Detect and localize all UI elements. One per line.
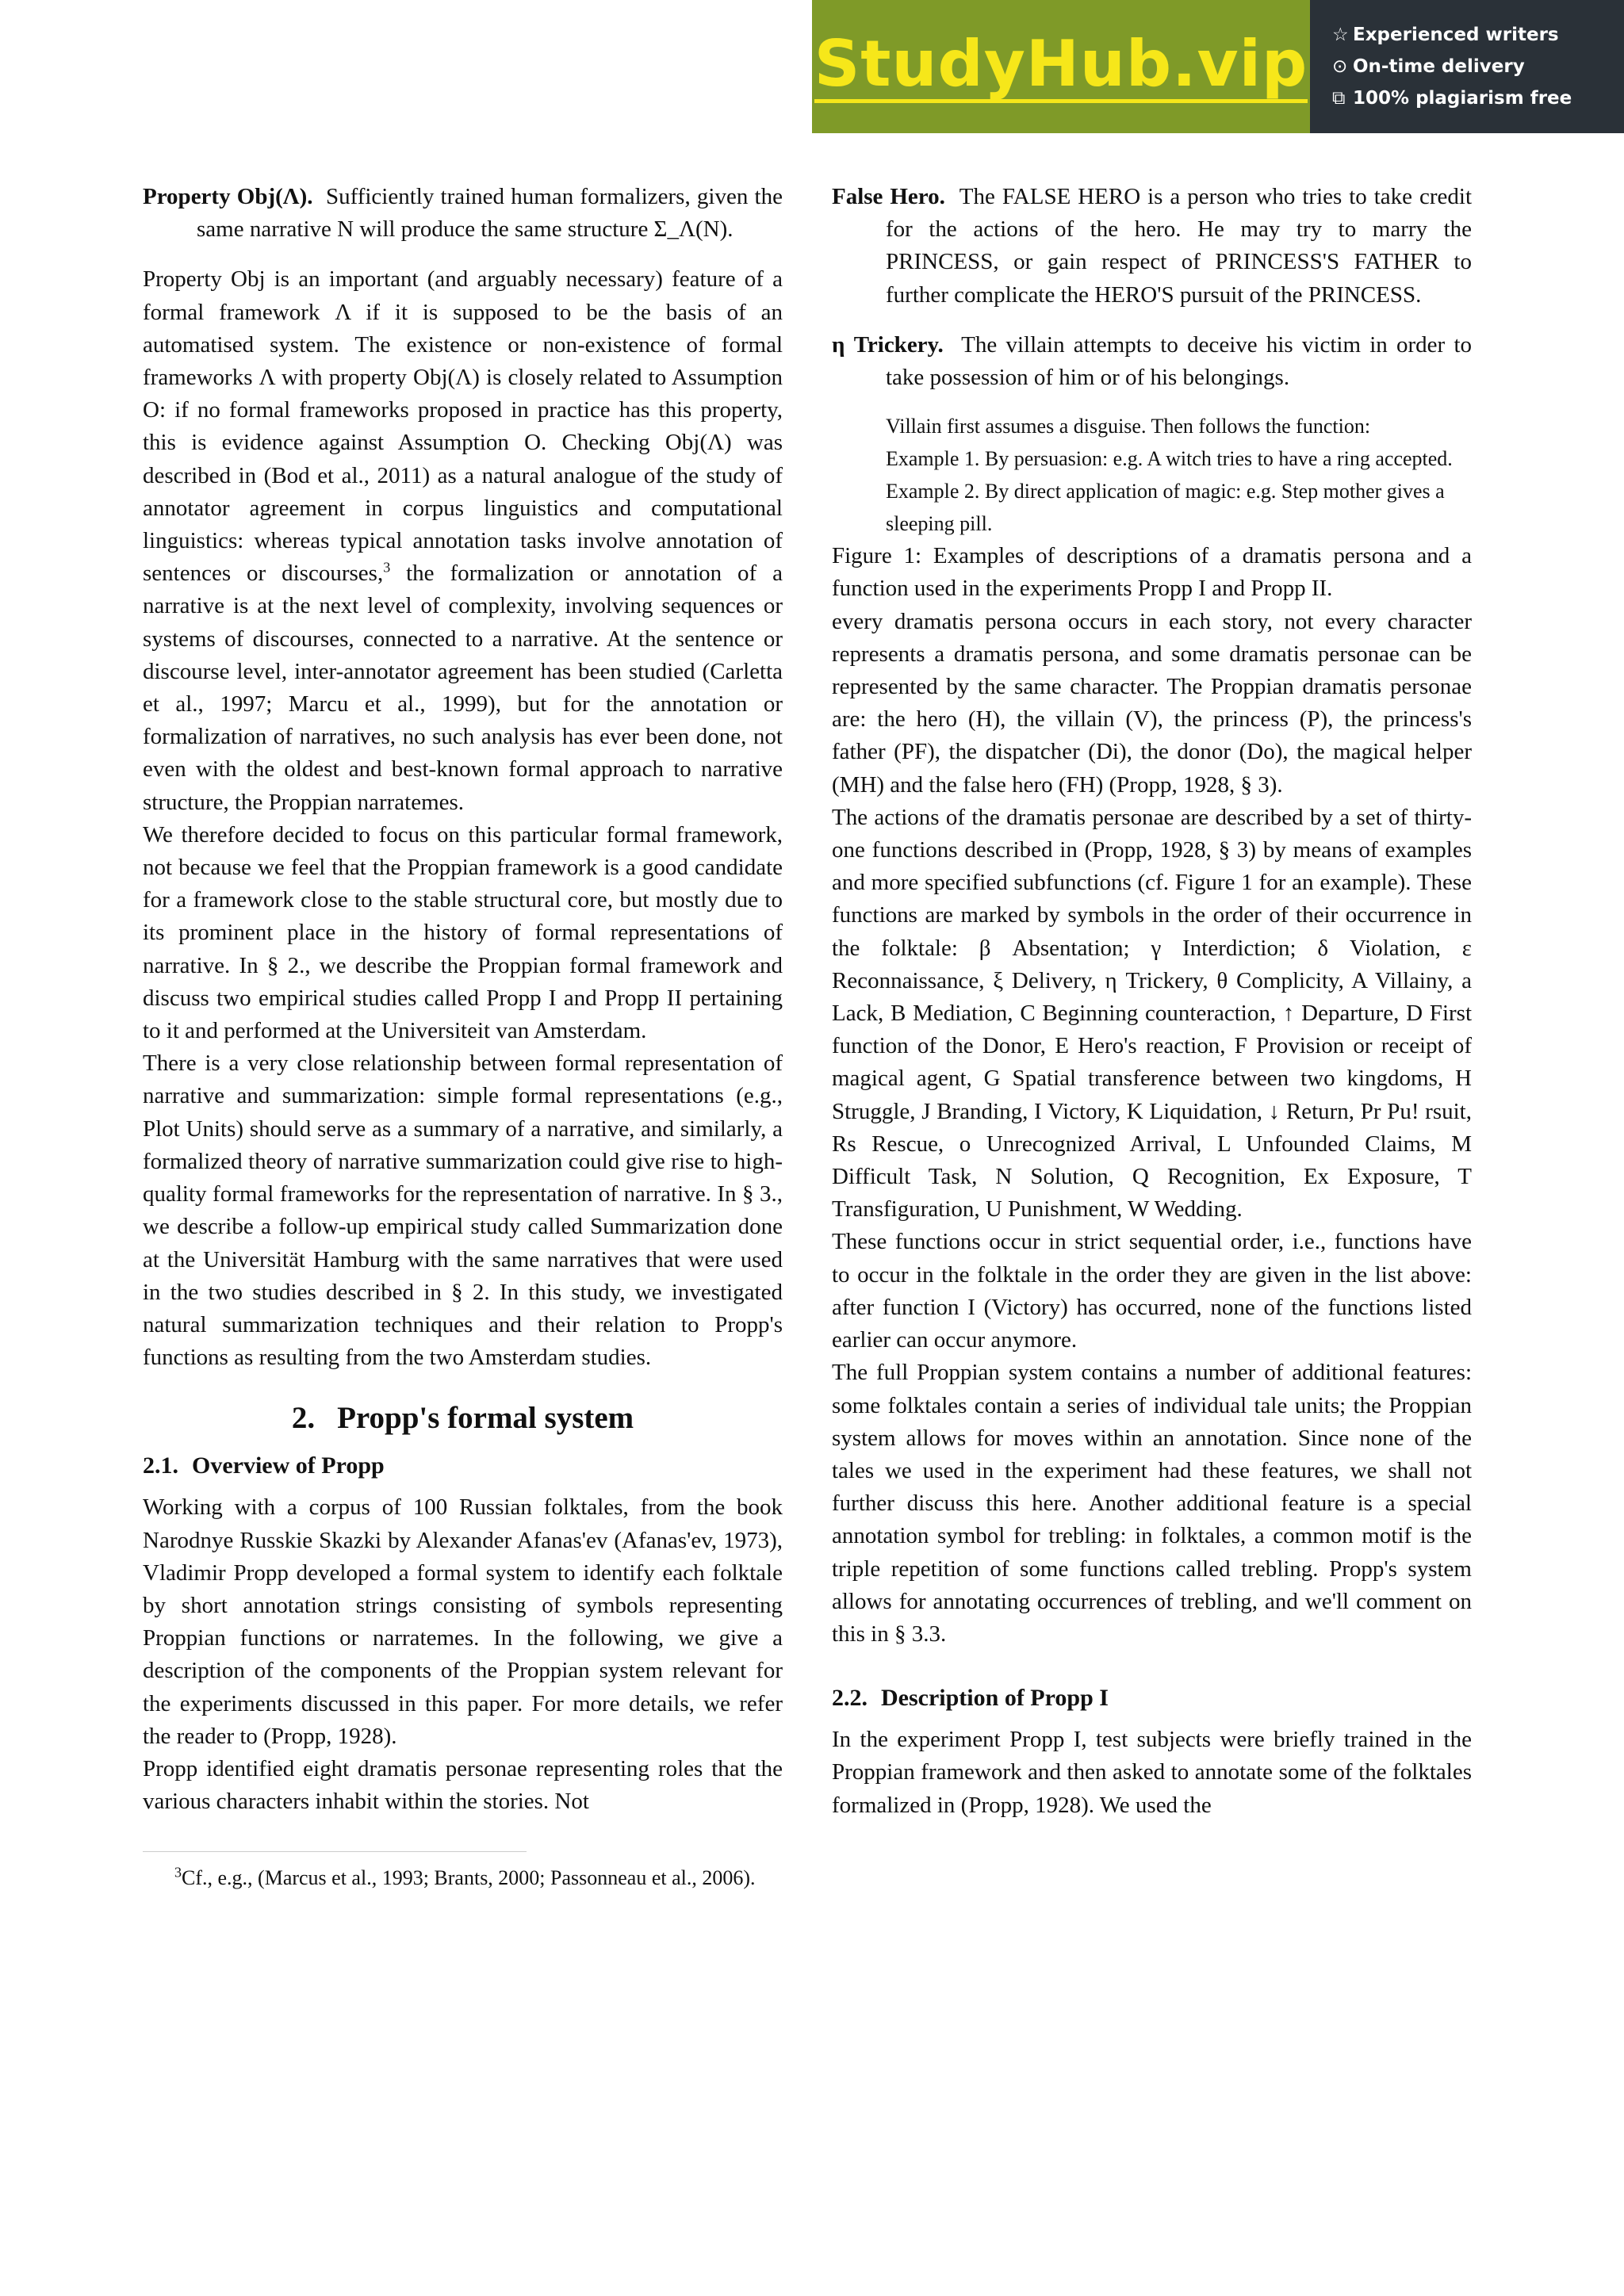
paragraph-summarization: There is a very close relationship between formal representation of narrative and summarization: simple formal representations (e.g., Plot Units) should serve as a summary of a narrative, and similarly, a formalized theory of narrative summarization could give rise to high-quality formal frameworks for the representation of narrative. In § 3., we describe a follow-up empirical study called Summarization done at the Universität Hamburg with the same narratives that were used in the two studies described in § 2. In this study, we investigated natural summarization techniques and their relation to Propp's functions as resulting from the two Amsterdam studies. <box>143 1050 783 1371</box>
paragraph-functions: The actions of the dramatis personae are described by a set of thirty-one functions described in (Propp, 1928, § 3) by means of examples and more specified subfunctions (cf. Figure 1 for an example). These functions are marked by symbols in the order of their occurrence in the folktale: β Absentation; γ Interdiction; δ Violation, ε Reconnaissance, ξ Delivery, η Trickery, θ Complicity, A Villainy, a Lack, B Mediation, C Beginning counteraction, ↑ Departure, D First function of the Donor, E Hero's reaction, F Provision or receipt of magical agent, G Spatial transference between two kingdoms, H Struggle, J Branding, I Victory, K Liquidation, ↓ Return, Pr Pu! rsuit, Rs Rescue, o Unrecognized Arrival, L Unfounded Claims, M Difficult Task, N Solution, Q Recognition, Ex Exposure, T Transfiguration, U Punishment, W Wedding. <box>832 804 1472 1223</box>
feature-item: ⊙ On-time delivery <box>1332 51 1624 82</box>
property-definition: Property Obj(Λ). Sufficiently trained human formalizers, given the same narrative N will produce the same structure Σ_Λ(N). <box>143 184 783 243</box>
clock-icon: ⊙ <box>1332 56 1348 77</box>
figure-caption: Figure 1: Examples of descriptions of a dramatis persona and a function used in the experiments Propp I and Propp II. <box>832 543 1472 602</box>
paragraph-property-obj: Property Obj is an important (and arguably necessary) feature of a formal framework Λ if it is supposed to be the basis of an automatised system. The existence or non-existence of formal frameworks Λ with property Obj(Λ) is closely related to Assumption O: if no formal frameworks proposed in practice has this property, this is evidence against Assumption O. Checking Obj(Λ) was described in (Bod et al., 2011) as a natural analogue of the study of annotator agreement in corpus linguistics and computational linguistics: whereas typical annotation tasks involve annotation of sentences or discourses,$^3$ the formalization or annotation of a narrative is at the next level of complexity, involving sequences or systems of discourses, connected to a narrative. At the sentence or discourse level, inter-annotator agreement has been studied (Carletta et al., 1997; Marcu et al., 1999), but for the annotation or formalization of narratives, no such analysis has ever been done, not even with the oldest and best-known formal approach to narrative structure, the Proppian narratemes. <box>143 266 783 815</box>
paragraph-dramatis-personae: Propp identified eight dramatis personae representing roles that the various characters inhabit within the stories. Not <box>143 1755 783 1815</box>
footnote-marker[interactable]: 3 <box>383 559 391 576</box>
footnote-divider <box>143 1851 527 1852</box>
subsection-heading: 2.1. Overview of Propp <box>143 1452 385 1479</box>
right-column <box>832 181 1472 1822</box>
paragraph-focus: We therefore decided to focus on this particular formal framework, not because we feel that the Proppian framework is a good candidate for a framework close to the stable structural core, but mostly due to its prominent place in the history of formal representations of narrative. In § 2., we describe the Proppian formal framework and discuss two empirical studies called Propp I and Propp II pertaining to it and performed at the Universiteit van Amsterdam. <box>143 821 783 1044</box>
feature-item: ⧉ 100% plagiarism free <box>1332 82 1624 114</box>
paragraph-additional-features: The full Proppian system contains a number of additional features: some folktales contain a series of individual tale units; the Proppian system allows for moves within an annotation. Since none of the tales we used in the experiment had these features, we shall not further discuss this here. Another additional feature is a special annotation symbol for trebling: in folktales, a common motif is the triple repetition of some functions called trebling. Propp's system allows for annotating occurrences of trebling, and we'll comment on this in § 3.3. <box>832 1360 1472 1647</box>
trickery-examples: Villain first assumes a disguise. Then follows the function: Example 1. By persuasion: e.g. A witch tries to have a ring accepted. Example 2. By direct application of magic: e.g. Step mother gives a sleeping pill. <box>886 415 1453 536</box>
copy-icon: ⧉ <box>1332 88 1346 109</box>
subsection-heading: 2.2. Description of Propp I <box>832 1685 1109 1712</box>
ad-banner[interactable] <box>812 0 1624 133</box>
brand-name: StudyHub.vip <box>814 31 1308 103</box>
feature-item: ☆ Experienced writers <box>1332 19 1624 51</box>
section-heading: 2. Propp's formal system <box>291 1401 634 1436</box>
left-column <box>143 181 783 1893</box>
footnote: $^3$Cf., e.g., (Marcus et al., 1993; Brants, 2000; Passonneau et al., 2006). <box>174 1864 756 1890</box>
paragraph-personae-list: every dramatis persona occurs in each story, not every character represents a dramatis persona, and some dramatis personae can be represented by the same character. The Proppian dramatis personae are: the hero (H), the villain (V), the princess (P), the princess's father (PF), the dispatcher (Di), the donor (Do), the magical helper (MH) and the false hero (FH) (Propp, 1928, § 3). <box>832 608 1472 798</box>
paragraph-propp-i: In the experiment Propp I, test subjects were briefly trained in the Proppian framework and then asked to annotate some of the folktales formalized in (Propp, 1928). We used the <box>832 1727 1472 1818</box>
paragraph-sequential-order: These functions occur in strict sequential order, i.e., functions have to occur in the folktale in the order they are given in the list above: after function I (Victory) has occurred, none of the functions listed earlier can occur anymore. <box>832 1229 1472 1353</box>
false-hero-definition: False Hero. The FALSE HERO is a person who tries to take credit for the actions of the hero. He may try to marry the PRINCESS, or gain respect of PRINCESS'S FATHER to further complicate the HERO'S pursuit of the PRINCESS. <box>832 184 1472 308</box>
star-icon: ☆ <box>1332 25 1349 45</box>
trickery-definition: η Trickery. The villain attempts to deceive his victim in order to take possession of him or of his belongings. <box>832 331 1472 391</box>
brand-logo[interactable] <box>812 0 1310 133</box>
paragraph-overview: Working with a corpus of 100 Russian folktales, from the book Narodnye Russkie Skazki by Alexander Afanas'ev (Afanas'ev, 1973), Vladimir Propp developed a formal system to identify each folktale by short annotation strings consisting of symbols representing Proppian functions or narratemes. In the following, we give a description of the components of the Proppian system relevant for the experiments discussed in this paper. For more details, we refer the reader to (Propp, 1928). <box>143 1494 783 1749</box>
feature-list <box>1310 0 1624 133</box>
